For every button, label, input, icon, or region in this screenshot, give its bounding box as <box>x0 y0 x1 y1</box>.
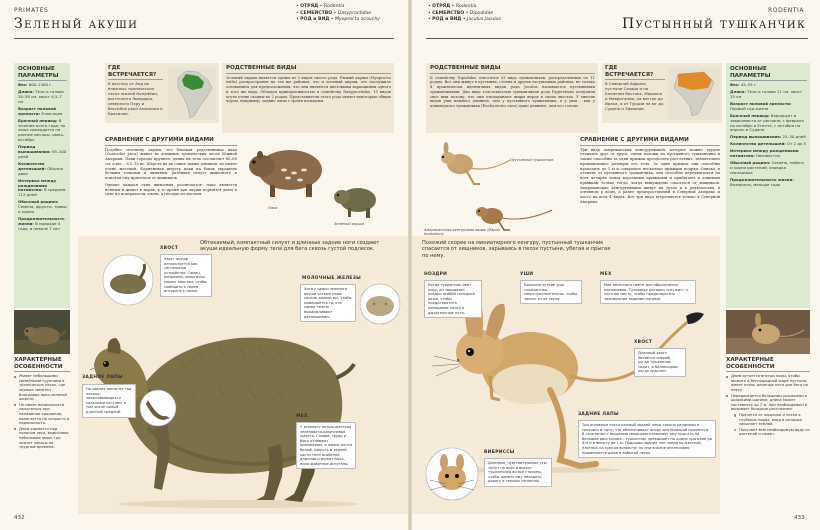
acouchi-small-illustration <box>330 178 382 220</box>
south-america-map <box>168 68 216 120</box>
params <box>18 66 67 234</box>
section-label: RODENTIA <box>768 7 805 14</box>
feature-item: Живет небольшими семейными группами в тропических лесах, где хорошо заметен благодаря ярко-зеленой шерсти. <box>14 374 70 402</box>
sidebar <box>726 63 810 513</box>
taxonomy: • ОТРЯД • Rodentia • СЕМЕЙСТВО • Dasyproctidae • РОД и ВИД • Myoprocta acouchy <box>296 4 380 23</box>
ears-label: УШИ <box>520 272 534 277</box>
ears-callout: Большие чуткие уши тушканчика сверхчувствительны, чтобы засечь из их звука. <box>520 280 582 304</box>
lead-text: Обтекаемый, компактный силуэт и длинные задние ноги создают акуши идеальную форму тела для бега сквозь густой подлесок. <box>200 240 380 253</box>
taxonomy: • ОТРЯД • Rodentia • СЕМЕЙСТВО • Dipodidae • РОД и ВИД • Jaculus jaculus <box>428 4 501 23</box>
fur-label: МЕХ <box>296 414 308 419</box>
jerboa-small-illustration <box>430 140 514 190</box>
tail-callout: Хвост акуши используется как сигнальное устройство. Самец, например, энергично машет хвостом, чтобы сообщить о своем интересе к самке. <box>160 254 212 297</box>
related <box>226 65 391 104</box>
param-item: Обычный рацион: Семена, фрукты, травы и корни <box>18 199 67 215</box>
where-heading: ГДЕ ВСТРЕЧАЕТСЯ? <box>605 65 654 78</box>
whiskers-callout: Длинные, чувствительные усы тычут по всех и вокруг тушканчика во все стороны, чтобы помочь ему находить дорогу в темных тоннелях. <box>484 458 552 487</box>
param-item: Возраст половой зрелости: 8 месяцев <box>18 105 63 116</box>
related-text: Зеленый акуши является одним из 2 видов своего рода. Рыжий акуши (Myoprocta exilis) распространен на тех же районах, что и зеленый акуши, что послужило основанием для предположения, что они являются цветовыми вариациями одного и того же вида. Обладая принадлежностью к семейству Dasyproctidae, 13 видов агути очень сходны по 2 родам. Представители этого рода имеют некоторые общие черты, например, задние лапы с тремя пальцами. <box>226 75 391 104</box>
where-text: К востоку от Анд во влажных тропических лесах южной Колумбии, восточного Эквадора, северного Перу и бассейна реки Амазонки в Бразилии. <box>108 81 163 116</box>
right-page <box>410 0 820 530</box>
where-text: В Северной Африке, пустыни Сахара и на Ближнем Востоке, Марокко и Мавритании, на восток до Ирака, а от Турции на юг до Судана и Эфиопии. <box>605 81 664 111</box>
hind-label: ЗАДНИЕ ЛАПЫ <box>82 375 123 380</box>
param-item: Длина: Тело и голова 11 см, хвост 15 см <box>730 89 803 99</box>
glands-label: МОЛОЧНЫЕ ЖЕЛЕЗЫ <box>302 276 361 281</box>
lead-text: Похожий скорее на миниатюрного кенгуру, пустынный тушканчик спасается от хищников, зарываясь в песок пустыни, убегая и прыгая по нему. <box>422 240 611 259</box>
param-item: Количество детенышей: Обычно двое <box>18 160 63 176</box>
feature-subitem: Получает всю необходимую воду из растений и семян. <box>734 428 810 437</box>
where <box>605 65 665 112</box>
fur-callout: У зеленого акуши жесткая зеленовато-коричневая шерсть. Голова, грудь и бока отливают оранжевым, а живот почти белый. Шерсть в задней части тела особенно длинная и может быть, если животное испугано. <box>296 422 356 469</box>
params-heading: ОСНОВНЫЕ ПАРАМЕТРЫ <box>18 66 59 79</box>
features-heading: ХАРАКТЕРНЫЕ ОСОБЕННОСТИ <box>726 357 775 370</box>
compare <box>580 137 720 205</box>
related-heading: РОДСТВЕННЫЕ ВИДЫ <box>226 65 297 71</box>
param-item: Возраст половой зрелости: Первый год жизни <box>730 100 792 111</box>
params-heading: ОСНОВНЫЕ ПАРАМЕТРЫ <box>730 66 771 79</box>
param-item: Продолжительность жизни: В природе 4 года, в неволе 7 лет <box>18 215 65 231</box>
page-number: 433 <box>794 515 805 521</box>
compare-heading: СРАВНЕНИЕ С ДРУГИМИ ВИДАМИ <box>580 137 689 143</box>
related <box>430 65 595 109</box>
param-item: Длина: Тело и голова 30–38 см, хвост 4,5–7 см <box>18 89 64 104</box>
page-title: Пустынный тушканчик <box>622 16 807 32</box>
where-heading: ГДЕ ВСТРЕЧАЕТСЯ? <box>108 65 157 78</box>
tail-inset <box>100 254 156 306</box>
hind-callout: На задних лапах по три пальца, заканчивающихся сильными когтями, в том числе самый длинный средний. <box>82 384 136 418</box>
param-item: Период вынашивания: 25–30 дней <box>730 134 806 140</box>
glands-inset <box>358 282 402 326</box>
title-rule <box>426 38 808 39</box>
paca-caption: Пака <box>268 206 278 210</box>
whiskers-label: ВИБРИССЫ <box>484 450 515 455</box>
compare-heading: СРАВНЕНИЕ С ДРУГИМИ ВИДАМИ <box>105 137 214 143</box>
fur-label: МЕХ <box>600 272 612 277</box>
param-item: Брачный период: Варьирует в зависимости от региона; с февраля по октябрь в Египте, с октября по апрель в Судане <box>730 112 804 133</box>
nostrils-callout: Когда тушканчик роет нору, он закрывает ноздри особой складкой кожи, чтобы предотвратить попадание песка в дыхательные пути. <box>424 280 482 318</box>
nostrils-label: НОЗДРИ <box>424 272 448 277</box>
hind-callout: Три основные кости каждой задней лапы сильно удлинены и срослись в одну, что обеспечивает опору для большой прочности. В сочетании с мощными мышцами позволяет ему прыгать на большие расстояния – тушканчик превышает по длине прыжков до 3 м и и высоту до 1 м. Подошвы задних лап покрыты жесткой, плотной на зрелом возрасте, но они вполне интенсивно проявляются даже в забытой песке. <box>578 420 716 458</box>
features-heading: ХАРАКТЕРНЫЕ ОСОБЕННОСТИ <box>14 357 63 370</box>
features <box>14 357 70 451</box>
param-item: Интервал между рождениями потомства: В среднем 112 дней <box>18 177 66 198</box>
paca-illustration <box>240 140 330 202</box>
param-item: Продолжительность жизни: Возможно, меньше года <box>730 176 794 187</box>
param-item: Обычный рацион: Семена, побеги и корни растений; изредка насекомые <box>730 159 804 175</box>
tail-callout: Длинный хвост является опорой, когда тушканчик сидит, и балансиром, когда прыгает. <box>634 348 686 377</box>
params <box>730 66 807 190</box>
compare-text: Три вида американских кенгурумышей, которые можно трудно отличить друг от друга, очень похожи на пустынного тушканчика и также способны за один прыжок преодолеть расстояние, значительно превышающее размеры его тела. За один прыжок они способны проходить до 1 м и совершать несколько прыжков подряд. Однако, в отличие от пустынного тушканчика, они способно передвигаться на всех четырех лапах короткими прыжками и прибегают к длинным прыжкам только тогда, когда вынуждены спасаться от хищников. Американские кенгурумышки живут на лугах и в редколесьях, в основном у воды, а ранее произрастающей в Северной Америке и часто на всех 4 видах. Все три вида встречаются только в Северной Америке. <box>580 147 720 204</box>
feature-item: Днем остается внутри норы, чтобы выжить в беспощадной жаре пустыни; имеет очень длинные ноги для бега по песку. <box>726 374 810 392</box>
compare <box>105 137 237 197</box>
param-item: Интервал между рождениями потомства: Неизвестно <box>730 148 799 159</box>
param-item: Период вынашивания: 95–100 дней <box>18 144 67 159</box>
param-item: Вес: 600–1300 г <box>18 82 52 88</box>
feature-item: Передвигается большими прыжками и широкими шагами, длина может составлять до 2 м, при необходимости вызывает большие расстояния. <box>726 394 810 412</box>
feature-item: Не имеет возможности засыпаться при нападении хищников, полагается на скорость и подвижность. <box>14 403 70 426</box>
title-rule <box>14 38 394 39</box>
jerboa-caption: Пустынный тушканчик <box>510 158 554 162</box>
fur-callout: Мех песочного цвета для обеспечения маскировки. Туловище рыгарьи «служит» о честное место, чтобы предотвратить заживление задними лапами. <box>600 280 696 304</box>
glands-callout: Хотя у самки зеленого акуши четыре пары сосков, можно вы, чтобы помещается то, что самки нежно выкармливают детенышами. <box>300 284 356 322</box>
jumping-mouse-caption: Американская кенгуровая мышь (Zapus hudsonius) <box>424 228 500 236</box>
africa-map <box>668 68 720 120</box>
whiskers-inset <box>424 446 480 502</box>
acouchi-photo <box>14 310 70 354</box>
param-item: Количество детенышей: От 2 до 5 <box>730 141 807 147</box>
page-title: Зеленый акуши <box>14 16 139 32</box>
compare-text: Подобно зеленому акуши, его близкая родственница пака (Cuniculus paca) живет во влажных тропических лесах Южной Америки. Паки гораздо крупнее, длина их тела составляет 60–80 см, а вес – 6,5–12 кг. Шерсть на их спине также длинная, но имеет очень жесткий. Коричневая шерсть паки на боках украшена белыми точками и линиями, разбивая силуэт животного и помогая ему прятаться от хищников. <box>105 147 237 181</box>
param-item: Вес: 45–55 г <box>730 82 756 88</box>
features <box>726 357 810 438</box>
section-label: PRIMATES <box>14 7 49 14</box>
related-heading: РОДСТВЕННЫЕ ВИДЫ <box>430 65 501 71</box>
related-text: К семейству Dipodidae относятся 33 вида тушканчиков, распределенных по 11 родам. Все они живут в пустынях, степях и других засушливых районах, но только 4 практически идентичных видов рода Jaculus называются пустынными тушканчиками. Два вида толстохвостых тушканчиков рода Pygeretmus получили свое имя потому, что они откладывают жиры впрок в своих хвостах. У многих видов уши намного длиннее, чем у пустынного тушканчика, а у уши – как у длинноухого тушканчика (Euchoreutes naso) даже длиннее, чем его голова. <box>430 75 595 109</box>
compare-text-2: Однако каждая этих животных различается: пака является ночным и живет в норах, в то время как акуши кормятся днем и спят на поверхности земли, в гнездах из листьев. <box>105 182 237 197</box>
hind-label: ЗАДНИЕ ЛАПЫ <box>578 412 619 417</box>
tail-label: ХВОСТ <box>160 246 179 251</box>
page-number: 432 <box>14 515 25 521</box>
where <box>108 65 163 117</box>
feature-item: Днем кормится под пологом леса, выискивая небольшие ямки, где прячет запасы на трудные времена. <box>14 427 70 450</box>
param-item: Брачный период: В течение всего года, но чаще приходится на ранние месяцы, июнь–октябрь <box>18 117 66 143</box>
acouchi-caption: Зеленый акуши <box>334 222 364 226</box>
jerboa-photo <box>726 310 810 354</box>
tail-label: ХВОСТ <box>634 340 653 345</box>
hind-inset <box>138 388 178 428</box>
feature-subitem: Прячется от хищника и песка в глубоких норах, вход в которые засыпает землей. <box>734 413 810 427</box>
